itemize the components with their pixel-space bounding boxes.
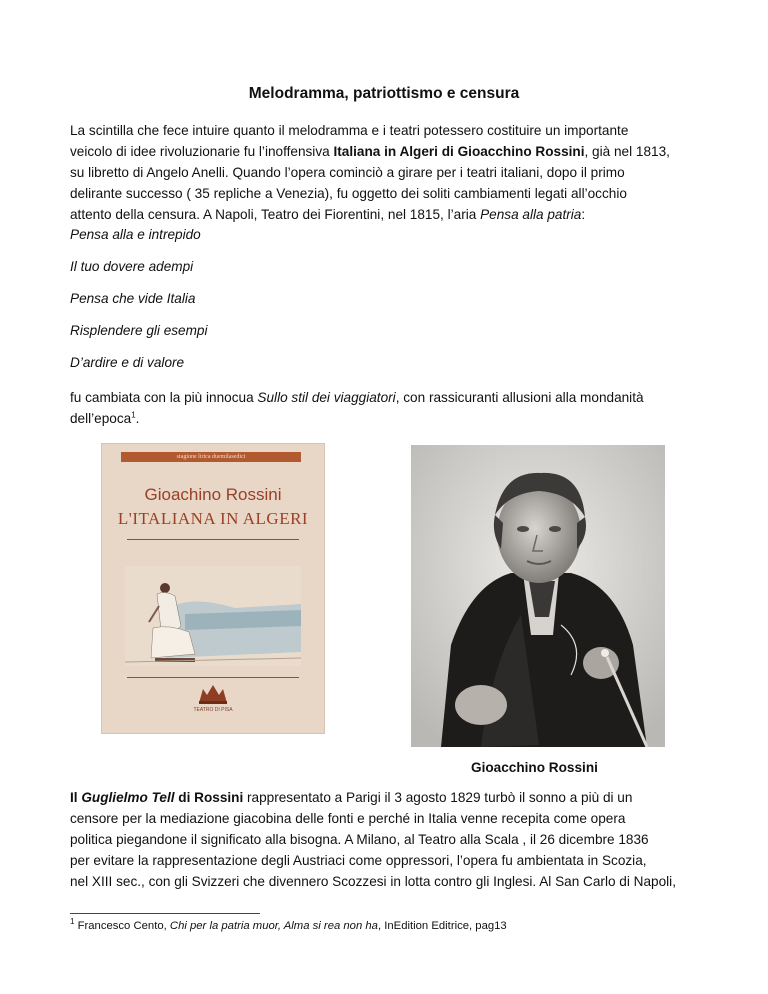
bold-run: di Rossini (174, 790, 244, 805)
text-line: La scintilla che fece intuire quanto il melodramma e i teatri potessero costituire un importante (70, 123, 629, 138)
cover-divider (127, 677, 299, 678)
verse-line: Il tuo dovere adempi (70, 259, 194, 274)
publisher-logo (197, 683, 229, 705)
bold-run: Il (70, 790, 82, 805)
footnote (70, 917, 507, 932)
italic-run: Chi per la patria muor, Alma si rea non ha (169, 920, 378, 932)
italic-run: Guglielmo Tell (81, 790, 175, 805)
text-run: veicolo di idee rivoluzionarie fu l’inoffensiva (70, 144, 334, 159)
cover-painting (125, 566, 301, 666)
text-run: rappresentato a Parigi il 3 agosto 1829 turbò il sonno a più di un (243, 790, 633, 805)
text-line: censore per la mediazione giacobina delle fonti e perché in Italia venne recepita come opera (70, 811, 626, 826)
text-run: dell’epoca (70, 411, 132, 426)
image-caption: Gioacchino Rossini (471, 760, 598, 775)
text-run: , già nel 1813, (584, 144, 670, 159)
paragraph-intro (70, 120, 710, 225)
rossini-portrait-photo (411, 445, 665, 747)
text-run: attento della censura. A Napoli, Teatro dei Fiorentini, nel 1815, l’aria (70, 207, 481, 222)
text-line: per evitare la rappresentazione degli Austriaci come oppressori, l’opera fu ambientata in Scozia, (70, 853, 647, 868)
footnote-ref: 1 (131, 410, 136, 420)
italic-run: Sullo stil dei viaggiatori (257, 390, 396, 405)
paragraph-change (70, 387, 710, 429)
italic-run: Pensa alla patria (480, 207, 582, 222)
text-run: . (135, 411, 140, 426)
footnote-number: 1 (70, 917, 75, 927)
book-cover-image (101, 443, 325, 734)
paragraph-guglielmo-tell (70, 787, 710, 892)
text-run: : (581, 207, 586, 222)
text-line (70, 387, 710, 408)
verse-line: Pensa alla e intrepido (70, 227, 201, 242)
text-line: nel XIII sec., con gli Svizzeri che divennero Scozzesi in lotta contro gli Inglesi. Al San Carlo di Napoli, (70, 874, 676, 889)
verse-line: Risplendere gli esempi (70, 323, 208, 338)
cover-band (121, 452, 301, 462)
cover-band-text: stagione lirica duemilasedici (176, 454, 246, 460)
verse-line: Pensa che vide Italia (70, 291, 196, 306)
text-run: , con rassicuranti allusioni alla mondanità (395, 390, 644, 405)
text-line: delirante successo ( 35 repliche a Venezia), fu oggetto dei soliti cambiamenti legati all’occhio (70, 186, 627, 201)
text-run: fu cambiata con la più innocua (70, 390, 258, 405)
bold-italic-run (81, 790, 174, 805)
text-line: politica piegandone il significato alla bisogna. A Milano, al Teatro alla Scala , il 26 dicembre 1836 (70, 832, 649, 847)
text-line (70, 787, 710, 808)
text-line (70, 408, 710, 429)
text-run: , InEdition Editrice, pag13 (377, 920, 507, 932)
page-title: Melodramma, patriottismo e censura (248, 85, 520, 102)
text-line (70, 204, 710, 225)
bold-run: Italiana in Algeri di Gioacchino Rossini (333, 144, 585, 159)
cover-title: L'ITALIANA IN ALGERI (117, 509, 309, 528)
cover-author: Gioachino Rossini (144, 485, 282, 504)
text-line: su libretto di Angelo Anelli. Quando l’opera cominciò a girare per i teatri italiani, dopo il primo (70, 165, 625, 180)
verse-line: D’ardire e di valore (70, 355, 185, 370)
cover-divider (127, 539, 299, 540)
footnote-separator (70, 913, 260, 914)
text-run: Francesco Cento, (74, 920, 170, 932)
cover-publisher: TEATRO DI PISA (193, 707, 233, 713)
portrait-drawing (411, 445, 665, 747)
text-line (70, 141, 710, 162)
